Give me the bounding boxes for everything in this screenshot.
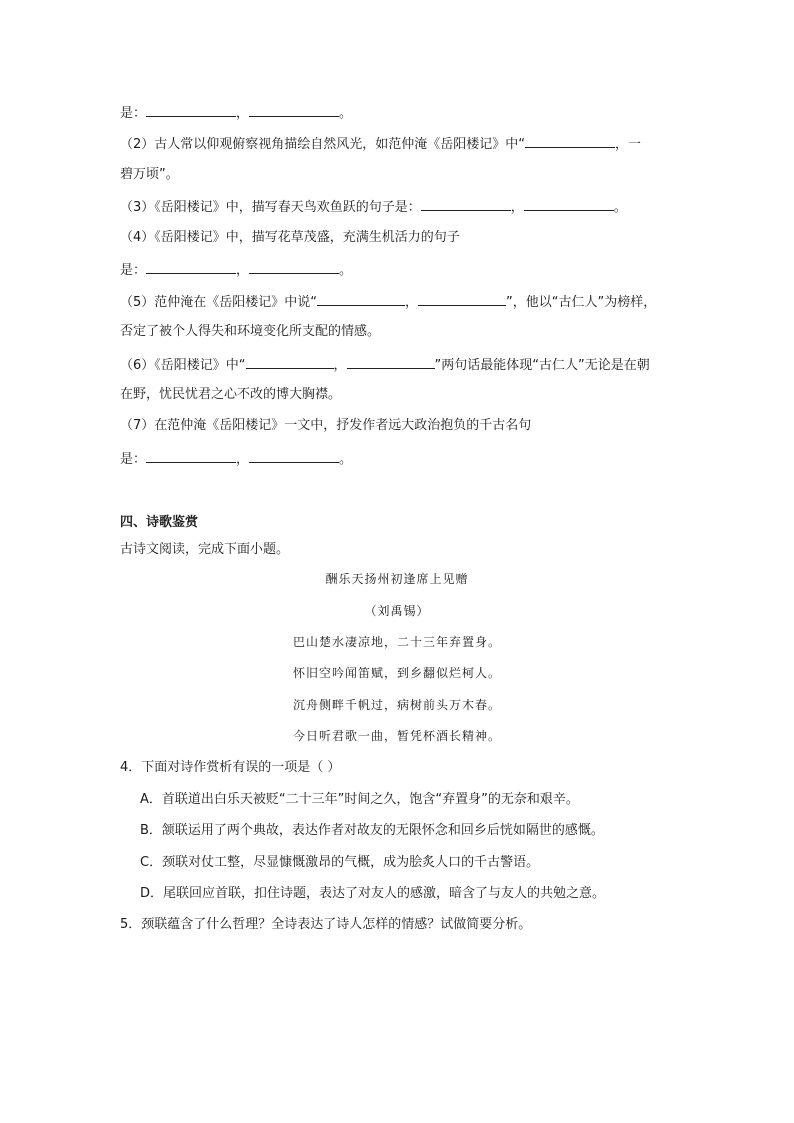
period: 。: [339, 263, 353, 278]
q5-text-suffix: ”，他以“古仁人”为榜样，: [506, 295, 657, 310]
answer-blank[interactable]: [525, 135, 615, 148]
q2-text-cont: 碧万顷”。: [120, 167, 179, 182]
q4-line1: [120, 230, 460, 246]
separator: ，: [236, 452, 250, 467]
poem-author: （刘禹锡）: [364, 604, 430, 618]
poem-line: 怀旧空吟闻笛赋，到乡翻似烂柯人。: [292, 666, 501, 680]
separator: ，: [333, 358, 347, 373]
q6-text-suffix: ”两句话最能体现“古仁人”无论是在朝: [434, 358, 650, 373]
q5-text-cont: 否定了被个人得失和环境变化所支配的情感。: [120, 324, 381, 339]
option-d[interactable]: D．尾联回应首联，扣住诗题，表达了对友人的感激，暗含了与友人的共勉之意。: [140, 886, 606, 901]
separator: ，: [236, 263, 250, 278]
q6-line1: [120, 356, 650, 374]
answer-prefix: 是：: [120, 106, 147, 121]
separator: ，: [510, 200, 524, 215]
q7-text: （7）在范仲淹《岳阳楼记》一文中，抒发作者远大政治抱负的千古名句: [120, 418, 532, 433]
q7-line1: [120, 418, 531, 434]
answer-blank[interactable]: [347, 356, 435, 369]
answer-blank[interactable]: [249, 450, 339, 463]
option-b[interactable]: B．颔联运用了两个典故，表达作者对故友的无限怀念和回乡后恍如隔世的感慨。: [140, 823, 604, 838]
answer-blank[interactable]: [524, 198, 614, 211]
period: 。: [339, 452, 353, 467]
question-4-stem: 4．下面对诗作赏析有误的一项是（ ）: [120, 760, 341, 775]
separator: ，: [405, 295, 419, 310]
answer-blank[interactable]: [317, 293, 405, 306]
q4-text: （4）《岳阳楼记》中，描写花草茂盛，充满生机活力的句子: [120, 230, 460, 245]
q2-text: （2）古人常以仰观俯察视角描绘自然风光，如范仲淹《岳阳楼记》中“: [120, 137, 526, 152]
answer-prefix: 是：: [120, 452, 147, 467]
q4-answer-line: [120, 261, 352, 279]
q3-text: （3）《岳阳楼记》中，描写春天鸟欢鱼跃的句子是：: [120, 200, 421, 215]
period: 。: [613, 200, 627, 215]
separator: ，: [236, 106, 250, 121]
answer-prefix: 是：: [120, 263, 147, 278]
q7-answer-line: [120, 450, 352, 468]
q6-text: （6）《岳阳楼记》中“: [120, 358, 246, 373]
question-5-stem: 5．颈联蕴含了什么哲理？全诗表达了诗人怎样的情感？试做简要分析。: [120, 917, 532, 932]
poem-line: 今日听君歌一曲，暂凭杯酒长精神。: [292, 729, 501, 743]
answer-blank[interactable]: [146, 450, 236, 463]
answer-blank[interactable]: [146, 104, 236, 117]
answer-blank[interactable]: [421, 198, 511, 211]
q1-answer-line: [120, 104, 352, 122]
poem-line: 沉舟侧畔千帆过，病树前头万木春。: [292, 698, 501, 712]
q5-line2: [120, 324, 380, 340]
q6-text-cont: 在野，忧民忧君之心不改的博大胸襟。: [120, 387, 342, 402]
option-c[interactable]: C．颈联对仗工整，尽显慷慨激昂的气概，成为脍炙人口的千古警语。: [140, 855, 540, 870]
q3-line: [120, 198, 627, 216]
q5-text: （5）范仲淹在《岳阳楼记》中说“: [120, 295, 318, 310]
period: 。: [339, 106, 353, 121]
answer-blank[interactable]: [249, 104, 339, 117]
poem-title: 酬乐天扬州初逢席上见赠: [325, 572, 469, 586]
section-instruction: 古诗文阅读，完成下面小题。: [120, 542, 290, 557]
answer-blank[interactable]: [146, 261, 236, 274]
q2-line2: [120, 167, 179, 183]
poem-line: 巴山楚水凄凉地，二十三年弃置身。: [292, 635, 501, 649]
option-a[interactable]: A．首联道出白乐天被贬“二十三年”时间之久，饱含“弃置身”的无奈和艰辛。: [140, 792, 579, 807]
answer-blank[interactable]: [246, 356, 334, 369]
answer-blank[interactable]: [249, 261, 339, 274]
q6-line2: [120, 387, 341, 403]
q5-line1: [120, 293, 656, 311]
q2-text-suffix: ，一: [615, 137, 642, 152]
section-heading: 四、诗歌鉴赏: [120, 515, 199, 530]
answer-blank[interactable]: [418, 293, 506, 306]
q2-line1: [120, 135, 641, 153]
